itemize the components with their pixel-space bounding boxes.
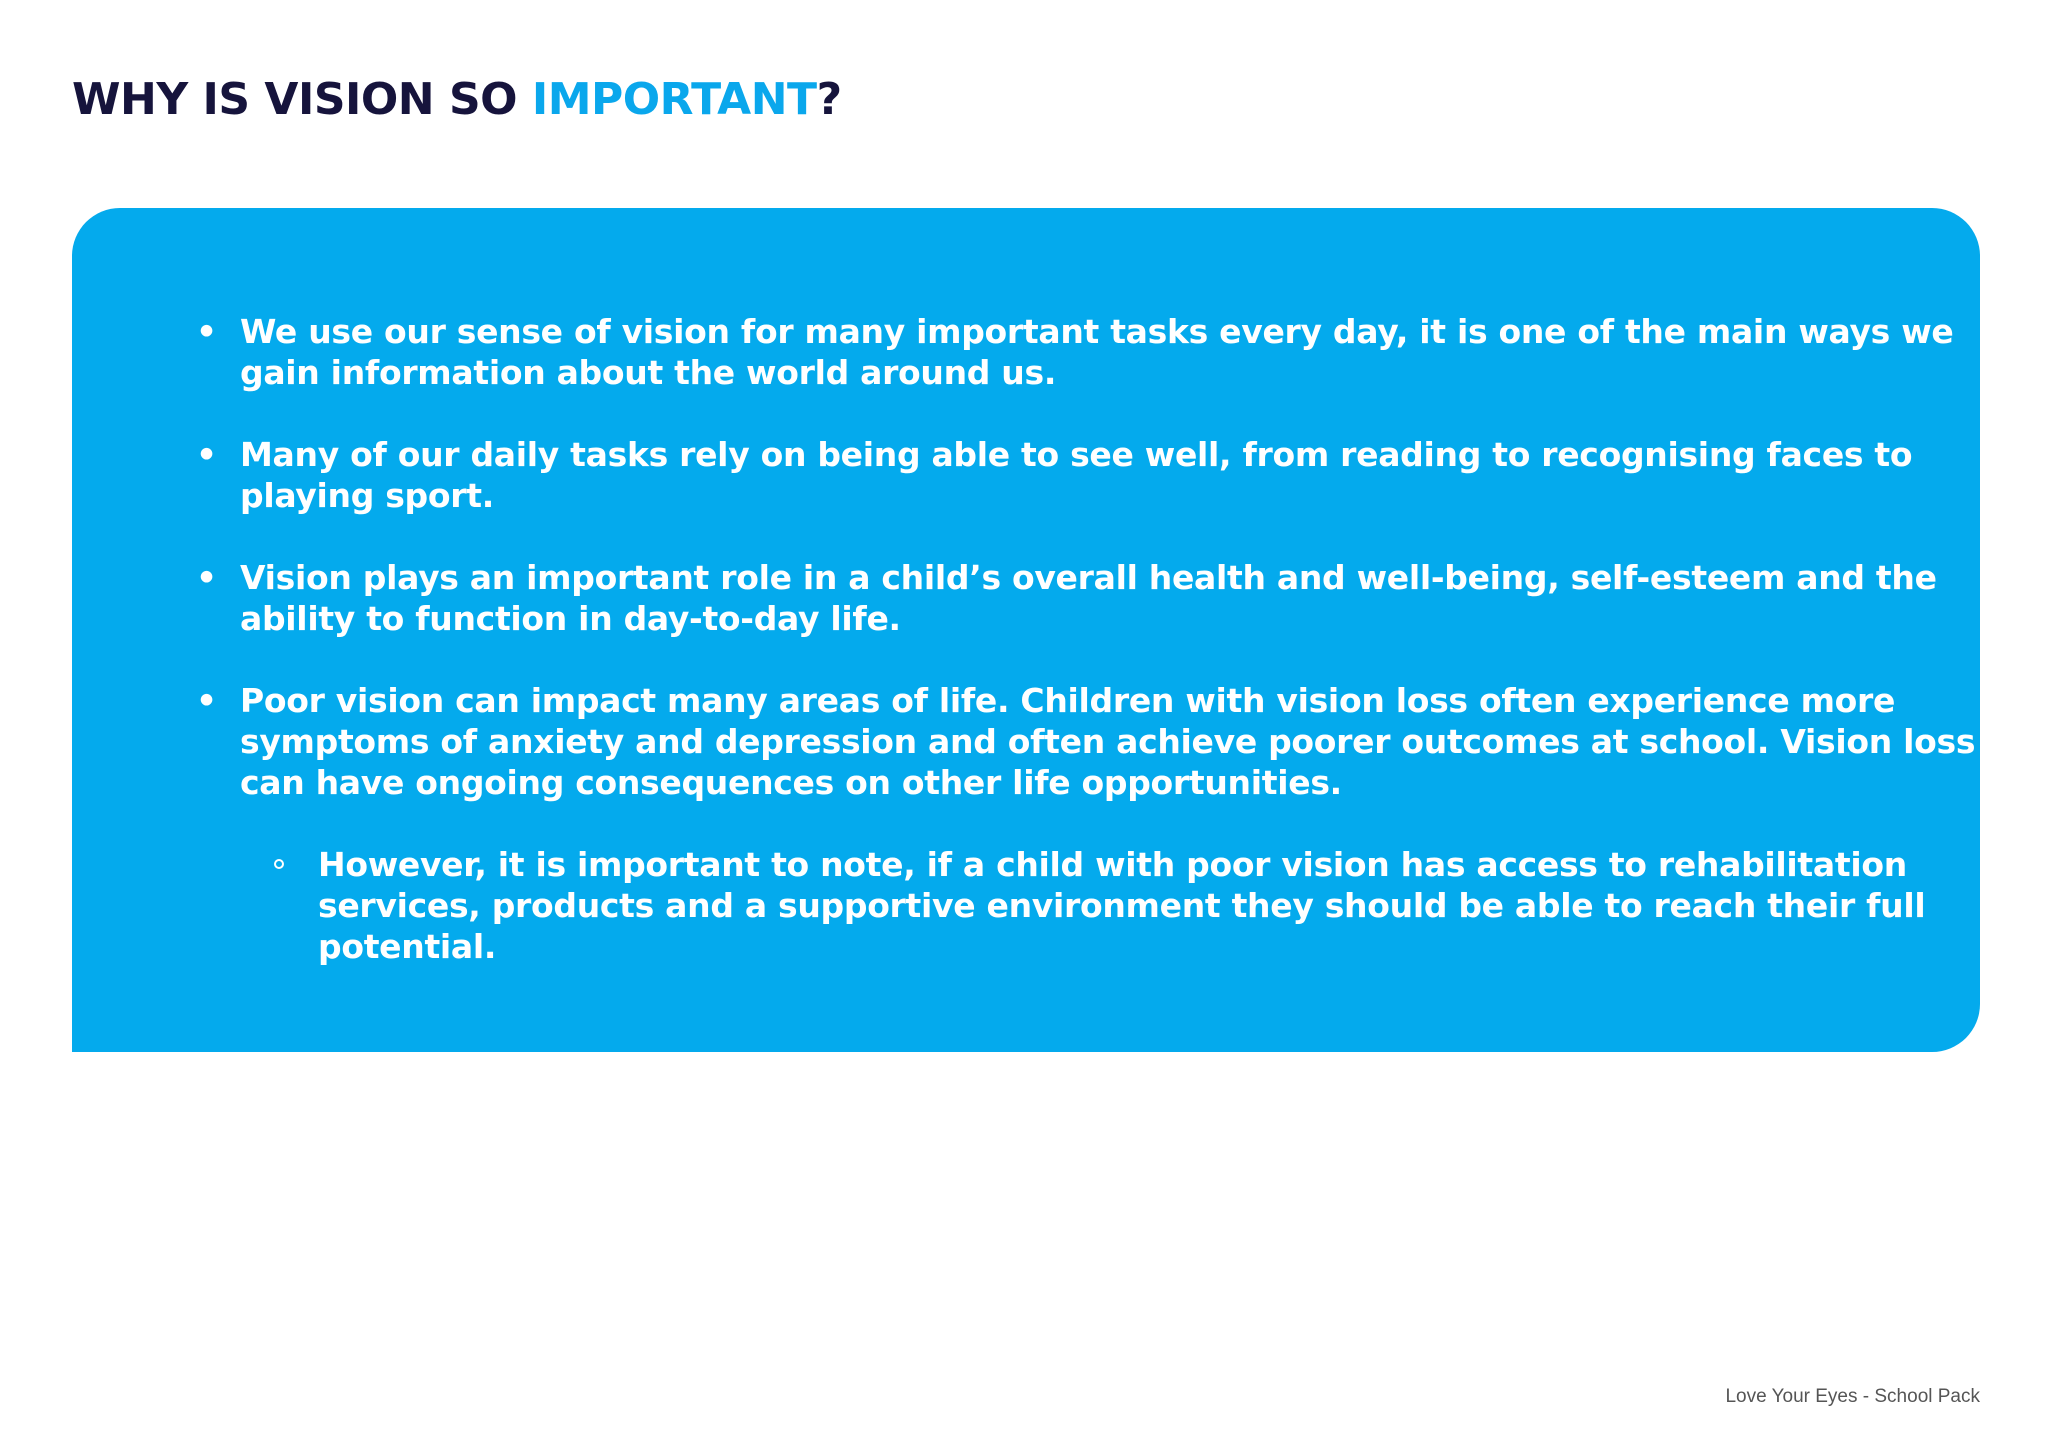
bullet-dot-icon: • bbox=[196, 558, 217, 597]
page-title bbox=[72, 68, 842, 132]
bullet-item bbox=[196, 557, 1980, 639]
bullet-text: Many of our daily tasks rely on being able to see well, from reading to recognising faces to playing sport. bbox=[240, 435, 1913, 515]
sub-bullet-text: However, it is important to note, if a child with poor vision has access to rehabilitation services, products and a supportive environment they should be able to reach their full potential. bbox=[318, 845, 1926, 966]
page-title-prefix: WHY IS VISION SO bbox=[72, 74, 532, 125]
bullet-text: We use our sense of vision for many important tasks every day, it is one of the main ways we gain information about the world around us. bbox=[240, 312, 1954, 392]
sub-bullet-item bbox=[318, 844, 1980, 967]
hollow-circle-bullet-icon bbox=[274, 859, 284, 869]
page-title-suffix: ? bbox=[816, 74, 842, 125]
bullet-item bbox=[196, 434, 1980, 516]
bullet-item bbox=[196, 311, 1980, 393]
footer-text: Love Your Eyes - School Pack bbox=[1725, 1386, 1980, 1407]
bullet-dot-icon: • bbox=[196, 681, 217, 720]
page-title-accent: IMPORTANT bbox=[531, 74, 817, 125]
bullet-dot-icon: • bbox=[196, 435, 217, 474]
bullet-text: Vision plays an important role in a child’s overall health and well-being, self-esteem and the ability to function in day-to-day life. bbox=[240, 558, 1937, 638]
bullet-text: Poor vision can impact many areas of life. Children with vision loss often experience more symptoms of anxiety and depression and often achieve poorer outcomes at school. Vision loss can have ongoing consequences on other life opportunities. bbox=[240, 681, 1976, 802]
bullet-dot-icon: • bbox=[196, 312, 217, 351]
bullet-item bbox=[196, 680, 1980, 803]
info-card bbox=[72, 208, 1980, 1052]
